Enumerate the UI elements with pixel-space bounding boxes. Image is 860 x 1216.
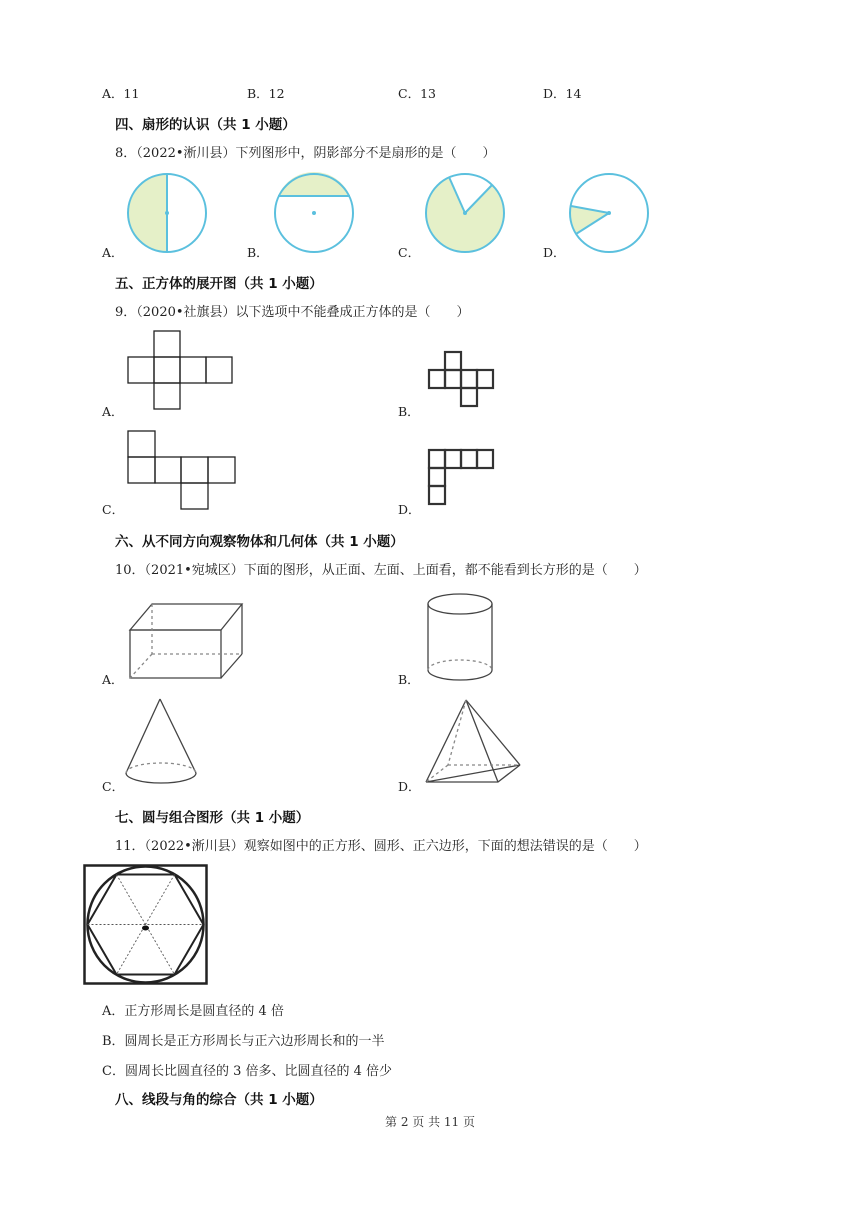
q10-figure-d-pyramid xyxy=(424,697,524,789)
section-heading-8: 八、线段与角的综合（共 1 小题） xyxy=(115,1092,323,1108)
q8-figure-c xyxy=(424,172,506,254)
q9-label-c: C． xyxy=(102,502,125,517)
q9-label-d: D． xyxy=(398,502,421,517)
section-heading-4: 四、扇形的认识（共 1 小题） xyxy=(115,117,296,133)
q8-figure-a xyxy=(126,172,208,254)
question-10: 10．（2021•宛城区）下面的图形，从正面、左面、上面看，都不能看到长方形的是（ ） xyxy=(115,563,647,578)
q11-option-a: A．正方形周长是圆直径的 4 倍 xyxy=(102,1004,284,1019)
q8-figure-b xyxy=(273,172,355,254)
question-11: 11．（2022•淅川县）观察如图中的正方形、圆形、正六边形，下面的想法错误的是（ ） xyxy=(115,839,647,854)
section-heading-6: 六、从不同方向观察物体和几何体（共 1 小题） xyxy=(115,534,404,550)
q8-label-d: D． xyxy=(543,245,566,260)
q9-net-c xyxy=(127,430,237,512)
question-9: 9．（2020•社旗县）以下选项中不能叠成正方体的是（ ） xyxy=(115,305,470,320)
q10-label-c: C． xyxy=(102,779,125,794)
section-heading-7: 七、圆与组合图形（共 1 小题） xyxy=(115,810,310,826)
page-footer: 第 2 页 共 11 页 xyxy=(385,1115,475,1129)
q9-net-a xyxy=(127,330,235,412)
q7-option-c: C．13 xyxy=(398,86,436,101)
q10-figure-a-cuboid xyxy=(126,600,246,682)
q9-label-a: A． xyxy=(102,404,124,419)
q7-option-b: B．12 xyxy=(247,86,285,101)
q10-label-b: B． xyxy=(398,672,420,687)
section-heading-5: 五、正方体的展开图（共 1 小题） xyxy=(115,276,323,292)
q8-label-a: A． xyxy=(102,245,124,260)
q11-option-c: C．圆周长比圆直径的 3 倍多、比圆直径的 4 倍少 xyxy=(102,1064,393,1079)
q7-option-a: A．11 xyxy=(102,86,140,101)
q9-label-b: B． xyxy=(398,404,420,419)
q10-label-a: A． xyxy=(102,672,124,687)
q7-option-d: D．14 xyxy=(543,86,582,101)
q11-figure-square-circle-hexagon xyxy=(83,864,209,986)
question-8: 8．（2022•淅川县）下列图形中，阴影部分不是扇形的是（ ） xyxy=(115,146,496,161)
q10-figure-c-cone xyxy=(124,697,200,789)
q8-label-b: B． xyxy=(247,245,269,260)
q10-label-d: D． xyxy=(398,779,421,794)
q10-figure-b-cylinder xyxy=(426,590,496,684)
q8-figure-d xyxy=(568,172,650,254)
q9-net-b xyxy=(427,350,499,412)
q11-option-b: B．圆周长是正方形周长与正六边形周长和的一半 xyxy=(102,1034,385,1049)
q8-label-c: C． xyxy=(398,245,421,260)
q9-net-d xyxy=(427,448,499,510)
